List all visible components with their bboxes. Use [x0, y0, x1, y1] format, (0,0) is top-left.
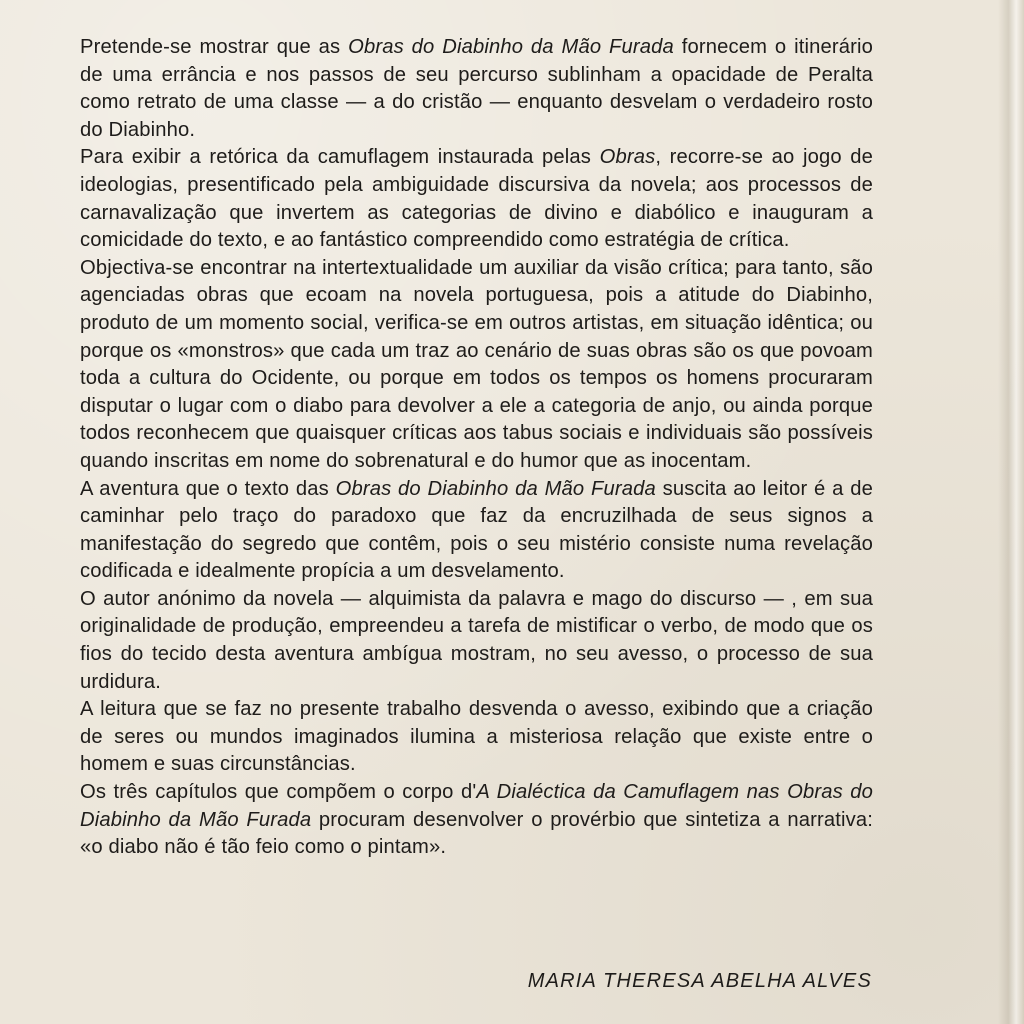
paragraph-segment: Os três capítulos que compõem o corpo d' — [80, 781, 477, 804]
paragraph-2 — [80, 144, 873, 254]
book-title-italic: A Dialéctica da Camuflagem nas Obras do Diabinho da Mão Furada — [80, 781, 874, 831]
paragraph-segment: fornecem o itinerário de uma errância e nos passos de seu percurso sublinham a opacidade de Peralta como retrato de uma classe — a do cristão — enquanto desvelam o verdadeiro rosto do Diabinho. — [80, 36, 873, 141]
paragraph-5 — [80, 586, 873, 696]
paragraph-segment: Para exibir a retórica da camuflagem instaurada pelas — [80, 146, 600, 169]
paragraph-segment: , recorre-se ao jogo de ideologias, presentificado pela ambiguidade discursiva da novela; aos processos de carnavalização que invertem as categorias de divino e diabólico e inauguram a comicidade do texto, e ao fantástico compreendido como estratégia de crítica. — [80, 146, 874, 252]
author-signature: MARIA THERESA ABELHA ALVES — [527, 970, 872, 992]
paragraph-3 — [80, 255, 873, 476]
paragraph-segment: A aventura que o texto das — [80, 477, 336, 500]
text-body — [80, 34, 873, 862]
paragraph-segment: A leitura que se faz no presente trabalho desvenda o avesso, exibindo que a criação de seres ou mundos imaginados ilumina a misteriosa relação que existe entre o homem e suas circunstâncias. — [80, 698, 873, 776]
book-title-italic: Obras do Diabinho da Mão Furada — [335, 477, 656, 500]
book-title-italic: Obras — [599, 146, 656, 169]
paragraph-4 — [80, 476, 873, 586]
paragraph-segment: suscita ao leitor é a de caminhar pelo traço do paradoxo que faz da encruzilhada de seus signos a manifestação do segredo que contêm, pois o seu mistério consiste numa revelação codificada e idealmente propícia a um desvelamento. — [80, 477, 873, 583]
page-edge-shadow — [998, 0, 1024, 1024]
paragraph-segment: procuram desenvolver o provérbio que sintetiza a narrativa: «o diabo não é tão feio como o pintam». — [80, 808, 873, 859]
paragraph-7 — [80, 779, 873, 862]
book-title-italic: Obras do Diabinho da Mão Furada — [348, 36, 674, 58]
paragraph-segment: Objectiva-se encontrar na intertextualidade um auxiliar da visão crítica; para tanto, são agenciadas obras que ecoam na novela portuguesa, pois a atitude do Diabinho, produto de um momento social, verifica-se em outros artistas, em situação idêntica; ou porque os «monstros» que cada um traz ao cenário de suas obras são os que povoam toda a cultura do Ocidente, ou porque em todos os tempos os homens procuraram disputar o lugar com o diabo para devolver a ele a categoria de anjo, ou ainda porque todos reconhecem que quaisquer críticas aos tabus sociais e individuais são possíveis quando inscritas em nome do sobrenatural e do humor que as inocentam. — [80, 256, 873, 472]
paragraph-6 — [80, 696, 873, 779]
paragraph-segment: Pretende-se mostrar que as — [80, 36, 349, 58]
paragraph-segment: O autor anónimo da novela — alquimista da palavra e mago do discurso — , em sua originalidade de produção, empreendeu a tarefa de mistificar o verbo, de modo que os fios do tecido desta aventura ambígua mostram, no seu avesso, o processo de sua urdidura. — [80, 587, 873, 693]
paragraph-1 — [80, 34, 873, 144]
